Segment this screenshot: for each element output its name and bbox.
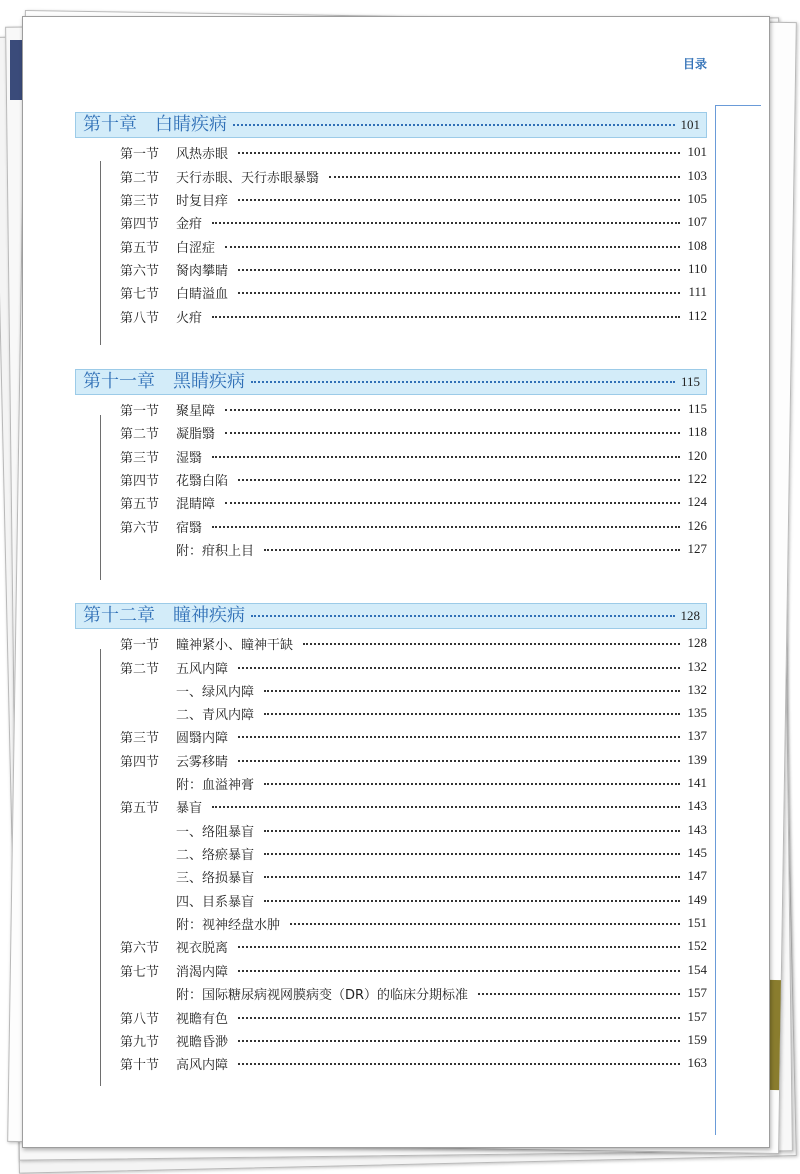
chapter-number: 第十章	[83, 114, 137, 135]
section-number: 第四节	[120, 473, 160, 489]
toc-entry[interactable]	[120, 469, 707, 489]
entry-title: 湿翳	[176, 450, 203, 466]
leader-dots	[238, 1040, 679, 1042]
leader-dots	[225, 409, 680, 411]
toc-entry[interactable]	[120, 633, 707, 653]
leader-dots	[238, 479, 679, 481]
entry-page: 149	[687, 892, 707, 907]
leader-dots	[238, 269, 680, 271]
entry-page: 101	[687, 144, 707, 159]
entry-title: 圆翳内障	[176, 730, 229, 746]
entry-page: 122	[687, 471, 707, 486]
leader-dots	[264, 830, 679, 832]
section-number: 第一节	[120, 637, 160, 653]
entry-page: 126	[687, 518, 707, 533]
entry-page: 132	[687, 659, 707, 674]
section-number: 第七节	[120, 964, 160, 980]
leader-dots	[264, 900, 679, 902]
entry-page: 135	[687, 705, 707, 720]
leader-dots	[303, 643, 679, 645]
toc-entry[interactable]	[120, 843, 707, 863]
leader-dots	[212, 806, 679, 808]
chapter-page: 115	[680, 374, 700, 389]
entry-page: 124	[687, 494, 707, 509]
toc-entry[interactable]	[120, 796, 707, 816]
toc-entry[interactable]	[120, 212, 707, 232]
toc-entry[interactable]	[120, 1007, 707, 1027]
leader-dots	[212, 526, 679, 528]
entry-page: 145	[687, 845, 707, 860]
entry-page: 147	[687, 868, 707, 883]
entry-page: 111	[688, 284, 707, 299]
section-number: 第七节	[120, 286, 160, 302]
entry-title: 白睛溢血	[176, 286, 229, 302]
section-number: 第四节	[120, 216, 160, 232]
chapter-number: 第十二章	[83, 605, 155, 626]
entry-title: 时复目痒	[176, 193, 229, 209]
toc-entry[interactable]	[120, 446, 707, 466]
leader-dots	[478, 993, 679, 995]
leader-dots	[264, 853, 679, 855]
toc-entry[interactable]	[120, 236, 707, 256]
section-number: 第五节	[120, 496, 160, 512]
leader-dots	[264, 549, 679, 551]
leader-dots	[238, 760, 679, 762]
leader-dots	[238, 736, 679, 738]
entry-title: 暴盲	[176, 800, 203, 816]
toc-entry[interactable]	[120, 306, 707, 326]
section-number: 第二节	[120, 170, 160, 186]
running-header: 目录	[682, 57, 707, 71]
leader-dots	[225, 432, 680, 434]
toc-entry[interactable]	[120, 820, 707, 840]
leader-dots	[225, 246, 679, 248]
leader-dots	[238, 152, 679, 154]
leader-dots	[238, 946, 679, 948]
section-number: 第五节	[120, 240, 160, 256]
leader-dots	[238, 970, 679, 972]
entry-title: 花翳白陷	[176, 473, 229, 489]
section-number: 第五节	[120, 800, 160, 816]
section-rule	[100, 161, 101, 345]
leader-dots	[238, 199, 679, 201]
entry-page: 157	[687, 985, 707, 1000]
chapter-page: 128	[680, 608, 700, 623]
entry-page: 163	[687, 1055, 707, 1070]
entry-page: 105	[687, 191, 707, 206]
leader-dots	[264, 690, 679, 692]
entry-page: 152	[687, 938, 707, 953]
toc-entry[interactable]	[120, 492, 707, 512]
section-number: 第八节	[120, 310, 160, 326]
entry-title: 附：疳积上目	[176, 543, 255, 559]
entry-title: 二、络瘀暴盲	[176, 847, 255, 863]
toc-entry[interactable]	[120, 259, 707, 279]
leader-dots	[264, 876, 679, 878]
entry-title: 四、目系暴盲	[176, 894, 255, 910]
chapter-heading[interactable]	[75, 603, 707, 629]
section-number: 第一节	[120, 146, 160, 162]
entry-page: 137	[687, 728, 707, 743]
section-rule	[100, 649, 101, 1086]
leader-dots	[238, 667, 679, 669]
section-number: 第三节	[120, 730, 160, 746]
section-number: 第二节	[120, 426, 160, 442]
entry-title: 一、络阻暴盲	[176, 824, 255, 840]
chapter-title: 瞳神疾病	[173, 605, 245, 626]
entry-page: 118	[687, 424, 707, 439]
entry-title: 二、青风内障	[176, 707, 255, 723]
toc-entry[interactable]	[120, 399, 707, 419]
toc-entry[interactable]	[120, 422, 707, 442]
entry-page: 103	[687, 168, 707, 183]
leader-dots	[238, 1063, 679, 1065]
toc-entry[interactable]	[120, 142, 707, 162]
entry-title: 金疳	[176, 216, 203, 232]
toc-entry[interactable]	[120, 750, 707, 770]
leader-dots	[238, 1017, 679, 1019]
toc-entry[interactable]	[120, 936, 707, 956]
leader-dots	[329, 176, 679, 178]
entry-page: 110	[687, 261, 707, 276]
toc-entry[interactable]	[120, 657, 707, 677]
toc-entry[interactable]	[120, 680, 707, 700]
entry-title: 天行赤眼、天行赤眼暴翳	[176, 170, 320, 186]
entry-page: 115	[687, 401, 707, 416]
leader-dots	[251, 615, 675, 617]
entry-page: 120	[687, 448, 707, 463]
section-number: 第六节	[120, 263, 160, 279]
corner-rule-vertical	[715, 105, 716, 1135]
entry-page: 157	[687, 1009, 707, 1024]
toc-entry[interactable]	[120, 189, 707, 209]
entry-title: 高风内障	[176, 1057, 229, 1073]
toc-entry[interactable]	[120, 983, 707, 1003]
entry-page: 128	[687, 635, 707, 650]
entry-title: 视瞻昏渺	[176, 1034, 229, 1050]
entry-title: 附：国际糖尿病视网膜病变（DR）的临床分期标准	[176, 987, 469, 1003]
entry-title: 附：视神经盘水肿	[176, 917, 281, 933]
toc-entry[interactable]	[120, 866, 707, 886]
entry-page: 143	[687, 798, 707, 813]
toc-entry[interactable]	[120, 960, 707, 980]
entry-page: 139	[687, 752, 707, 767]
entry-page: 132	[687, 682, 707, 697]
entry-page: 159	[687, 1032, 707, 1047]
entry-title: 附：血溢神膏	[176, 777, 255, 793]
toc-entry[interactable]	[120, 726, 707, 746]
section-number: 第三节	[120, 193, 160, 209]
entry-page: 108	[687, 238, 707, 253]
section-number: 第二节	[120, 661, 160, 677]
entry-page: 127	[687, 541, 707, 556]
toc-entry[interactable]	[120, 282, 707, 302]
entry-title: 云雾移睛	[176, 754, 229, 770]
section-rule	[100, 415, 101, 580]
leader-dots	[251, 381, 675, 383]
toc-entry[interactable]	[120, 913, 707, 933]
entry-title: 宿翳	[176, 520, 203, 536]
leader-dots	[264, 713, 679, 715]
chapter-heading[interactable]	[75, 369, 707, 395]
entry-title: 混睛障	[176, 496, 216, 512]
chapter-title: 白睛疾病	[155, 114, 227, 135]
section-number: 第八节	[120, 1011, 160, 1027]
entry-page: 141	[687, 775, 707, 790]
corner-rule-horizontal	[715, 105, 761, 106]
section-number: 第十节	[120, 1057, 160, 1073]
entry-page: 112	[687, 308, 707, 323]
leader-dots	[238, 292, 680, 294]
chapter-heading[interactable]	[75, 112, 707, 138]
entry-title: 火疳	[176, 310, 203, 326]
entry-title: 瞳神紧小、瞳神干缺	[176, 637, 294, 653]
toc-entry[interactable]	[120, 703, 707, 723]
toc-entry[interactable]	[120, 516, 707, 536]
leader-dots	[233, 124, 675, 126]
entry-title: 风热赤眼	[176, 146, 229, 162]
leader-dots	[212, 222, 679, 224]
entry-page: 151	[687, 915, 707, 930]
entry-title: 视衣脱离	[176, 940, 229, 956]
entry-title: 一、绿风内障	[176, 684, 255, 700]
toc-entry[interactable]	[120, 539, 707, 559]
entry-title: 三、络损暴盲	[176, 870, 255, 886]
toc-entry[interactable]	[120, 166, 707, 186]
leader-dots	[290, 923, 679, 925]
toc-page	[22, 16, 770, 1148]
entry-title: 聚星障	[176, 403, 216, 419]
section-number: 第六节	[120, 520, 160, 536]
chapter-page: 101	[680, 117, 700, 132]
entry-page: 143	[687, 822, 707, 837]
chapter-title: 黑睛疾病	[173, 371, 245, 392]
section-number: 第四节	[120, 754, 160, 770]
section-number: 第九节	[120, 1034, 160, 1050]
leader-dots	[212, 456, 679, 458]
chapter-number: 第十一章	[83, 371, 155, 392]
section-number: 第六节	[120, 940, 160, 956]
entry-title: 五风内障	[176, 661, 229, 677]
entry-page: 107	[687, 214, 707, 229]
entry-title: 白涩症	[176, 240, 216, 256]
leader-dots	[212, 316, 680, 318]
entry-title: 消渴内障	[176, 964, 229, 980]
toc-entry[interactable]	[120, 1030, 707, 1050]
section-number: 第三节	[120, 450, 160, 466]
section-number: 第一节	[120, 403, 160, 419]
toc-entry[interactable]	[120, 1053, 707, 1073]
leader-dots	[264, 783, 679, 785]
entry-title: 胬肉攀睛	[176, 263, 229, 279]
entry-title: 凝脂翳	[176, 426, 216, 442]
toc-entry[interactable]	[120, 773, 707, 793]
leader-dots	[225, 502, 679, 504]
entry-title: 视瞻有色	[176, 1011, 229, 1027]
toc-entry[interactable]	[120, 890, 707, 910]
entry-page: 154	[687, 962, 707, 977]
